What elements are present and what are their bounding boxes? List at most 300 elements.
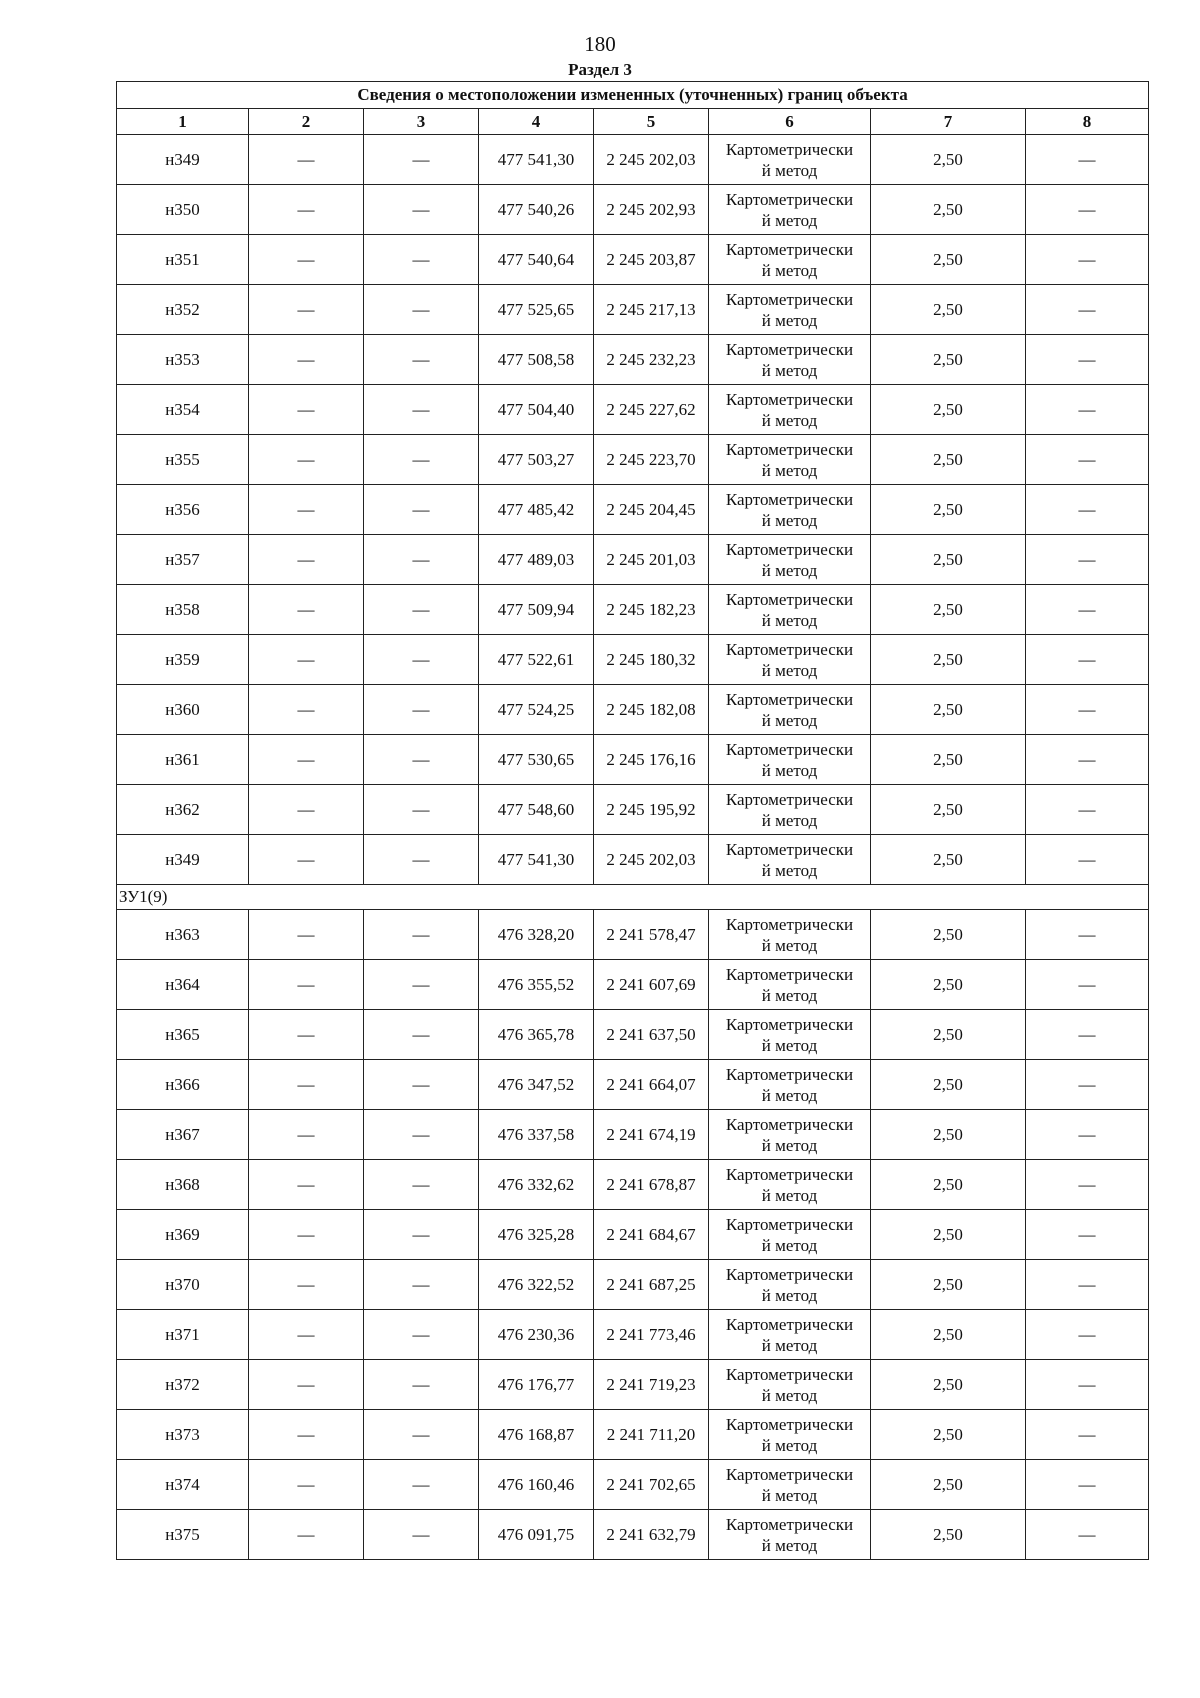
method-line-2: й метод [761,710,818,730]
column-3-cell: — [364,1110,479,1160]
accuracy-cell: 2,50 [871,535,1026,585]
method-line-1: Картометрически [725,239,854,259]
table-row [117,1110,1149,1160]
x-coordinate-cell: 476 325,28 [479,1210,594,1260]
table-row [117,685,1149,735]
method-line-1: Картометрически [725,339,854,359]
y-coordinate-cell: 2 241 711,20 [594,1410,709,1460]
column-3-cell: — [364,435,479,485]
column-8-cell: — [1026,835,1149,885]
column-3-cell: — [364,285,479,335]
point-cell: н371 [117,1310,249,1360]
point-cell: н368 [117,1160,249,1210]
x-coordinate-cell: 476 176,77 [479,1360,594,1410]
x-coordinate-cell: 476 347,52 [479,1060,594,1110]
y-coordinate-cell: 2 245 182,08 [594,685,709,735]
column-number: 3 [364,109,479,135]
y-coordinate-cell: 2 245 204,45 [594,485,709,535]
coordinates-table [116,81,1149,1560]
column-3-cell: — [364,685,479,735]
accuracy-cell: 2,50 [871,435,1026,485]
column-number: 4 [479,109,594,135]
y-coordinate-cell: 2 245 217,13 [594,285,709,335]
table-row [117,535,1149,585]
point-cell: н361 [117,735,249,785]
accuracy-cell: 2,50 [871,135,1026,185]
column-2-cell: — [249,435,364,485]
x-coordinate-cell: 476 328,20 [479,910,594,960]
column-2-cell: — [249,135,364,185]
point-cell: н365 [117,1010,249,1060]
column-8-cell: — [1026,1210,1149,1260]
table-row [117,1060,1149,1110]
accuracy-cell: 2,50 [871,1060,1026,1110]
method-cell [709,1360,871,1410]
column-number: 2 [249,109,364,135]
x-coordinate-cell: 477 524,25 [479,685,594,735]
method-line-1: Картометрически [725,1264,854,1284]
x-coordinate-cell: 476 332,62 [479,1160,594,1210]
table-row [117,1310,1149,1360]
column-3-cell: — [364,1260,479,1310]
y-coordinate-cell: 2 245 195,92 [594,785,709,835]
column-2-cell: — [249,785,364,835]
column-3-cell: — [364,1060,479,1110]
point-cell: н372 [117,1360,249,1410]
column-2-cell: — [249,185,364,235]
point-cell: н358 [117,585,249,635]
method-line-1: Картометрически [725,1464,854,1484]
method-line-2: й метод [761,1285,818,1305]
table-row [117,735,1149,785]
column-8-cell: — [1026,1460,1149,1510]
method-line-2: й метод [761,1535,818,1555]
method-line-2: й метод [761,935,818,955]
column-3-cell: — [364,910,479,960]
method-line-2: й метод [761,410,818,430]
accuracy-cell: 2,50 [871,635,1026,685]
column-8-cell: — [1026,1410,1149,1460]
table-row [117,910,1149,960]
x-coordinate-cell: 477 489,03 [479,535,594,585]
accuracy-cell: 2,50 [871,185,1026,235]
y-coordinate-cell: 2 245 232,23 [594,335,709,385]
table-row [117,235,1149,285]
table-row [117,485,1149,535]
column-8-cell: — [1026,235,1149,285]
x-coordinate-cell: 477 509,94 [479,585,594,635]
column-2-cell: — [249,585,364,635]
point-cell: н370 [117,1260,249,1310]
method-line-2: й метод [761,760,818,780]
point-cell: н353 [117,335,249,385]
method-cell [709,235,871,285]
column-8-cell: — [1026,910,1149,960]
column-2-cell: — [249,535,364,585]
point-cell: н364 [117,960,249,1010]
table-row [117,835,1149,885]
x-coordinate-cell: 476 355,52 [479,960,594,1010]
method-line-1: Картометрически [725,389,854,409]
point-cell: н366 [117,1060,249,1110]
accuracy-cell: 2,50 [871,835,1026,885]
method-line-1: Картометрически [725,1214,854,1234]
column-3-cell: — [364,785,479,835]
table-row [117,185,1149,235]
point-cell: н354 [117,385,249,435]
accuracy-cell: 2,50 [871,685,1026,735]
point-cell: н351 [117,235,249,285]
y-coordinate-cell: 2 241 674,19 [594,1110,709,1160]
column-8-cell: — [1026,585,1149,635]
column-2-cell: — [249,1260,364,1310]
method-line-1: Картометрически [725,1364,854,1384]
column-2-cell: — [249,735,364,785]
x-coordinate-cell: 476 091,75 [479,1510,594,1560]
method-line-2: й метод [761,360,818,380]
column-2-cell: — [249,1360,364,1410]
x-coordinate-cell: 477 548,60 [479,785,594,835]
method-cell [709,1410,871,1460]
column-3-cell: — [364,1010,479,1060]
y-coordinate-cell: 2 245 201,03 [594,535,709,585]
table-row [117,385,1149,435]
column-3-cell: — [364,1510,479,1560]
column-3-cell: — [364,1360,479,1410]
column-2-cell: — [249,1410,364,1460]
method-line-2: й метод [761,1185,818,1205]
method-cell [709,535,871,585]
x-coordinate-cell: 477 522,61 [479,635,594,685]
accuracy-cell: 2,50 [871,335,1026,385]
method-line-1: Картометрически [725,789,854,809]
x-coordinate-cell: 477 540,26 [479,185,594,235]
column-3-cell: — [364,585,479,635]
point-cell: н357 [117,535,249,585]
method-cell [709,285,871,335]
method-line-1: Картометрически [725,739,854,759]
point-cell: н369 [117,1210,249,1260]
x-coordinate-cell: 477 530,65 [479,735,594,785]
table-row [117,960,1149,1010]
method-line-1: Картометрически [725,839,854,859]
method-line-1: Картометрически [725,639,854,659]
table-row [117,435,1149,485]
y-coordinate-cell: 2 241 578,47 [594,910,709,960]
accuracy-cell: 2,50 [871,960,1026,1010]
x-coordinate-cell: 476 322,52 [479,1260,594,1310]
column-number: 7 [871,109,1026,135]
method-line-1: Картометрически [725,589,854,609]
y-coordinate-cell: 2 245 203,87 [594,235,709,285]
y-coordinate-cell: 2 241 678,87 [594,1160,709,1210]
method-line-1: Картометрически [725,914,854,934]
method-line-1: Картометрически [725,289,854,309]
column-3-cell: — [364,960,479,1010]
x-coordinate-cell: 477 541,30 [479,835,594,885]
column-number: 6 [709,109,871,135]
y-coordinate-cell: 2 241 632,79 [594,1510,709,1560]
method-line-2: й метод [761,1235,818,1255]
method-line-1: Картометрически [725,1414,854,1434]
column-2-cell: — [249,1110,364,1160]
page-number: 180 [584,32,616,56]
accuracy-cell: 2,50 [871,1460,1026,1510]
column-number: 1 [117,109,249,135]
section-title: Раздел 3 [568,60,632,79]
column-8-cell: — [1026,635,1149,685]
method-line-2: й метод [761,310,818,330]
method-line-2: й метод [761,510,818,530]
column-3-cell: — [364,385,479,435]
method-line-2: й метод [761,985,818,1005]
y-coordinate-cell: 2 245 202,03 [594,835,709,885]
column-3-cell: — [364,135,479,185]
column-8-cell: — [1026,1110,1149,1160]
column-3-cell: — [364,535,479,585]
accuracy-cell: 2,50 [871,585,1026,635]
accuracy-cell: 2,50 [871,735,1026,785]
method-cell [709,1160,871,1210]
point-cell: н359 [117,635,249,685]
column-3-cell: — [364,1460,479,1510]
column-3-cell: — [364,1160,479,1210]
method-cell [709,585,871,635]
method-line-2: й метод [761,260,818,280]
column-8-cell: — [1026,785,1149,835]
point-cell: н355 [117,435,249,485]
method-line-1: Картометрически [725,1064,854,1084]
column-2-cell: — [249,1060,364,1110]
column-3-cell: — [364,1410,479,1460]
method-line-1: Картометрически [725,489,854,509]
method-line-1: Картометрически [725,139,854,159]
method-line-2: й метод [761,1485,818,1505]
column-8-cell: — [1026,535,1149,585]
x-coordinate-cell: 476 160,46 [479,1460,594,1510]
point-cell: н363 [117,910,249,960]
column-8-cell: — [1026,385,1149,435]
column-3-cell: — [364,485,479,535]
method-line-1: Картометрически [725,1014,854,1034]
table-row [117,1010,1149,1060]
y-coordinate-cell: 2 245 180,32 [594,635,709,685]
column-3-cell: — [364,835,479,885]
column-2-cell: — [249,335,364,385]
table-caption: Сведения о местоположении измененных (уточненных) границ объекта [117,82,1149,109]
column-numbers-row [117,109,1149,135]
accuracy-cell: 2,50 [871,1410,1026,1460]
x-coordinate-cell: 477 540,64 [479,235,594,285]
point-cell: н349 [117,835,249,885]
y-coordinate-cell: 2 241 664,07 [594,1060,709,1110]
column-8-cell: — [1026,960,1149,1010]
table-row [117,1210,1149,1260]
y-coordinate-cell: 2 245 227,62 [594,385,709,435]
method-line-1: Картометрически [725,189,854,209]
column-8-cell: — [1026,135,1149,185]
method-cell [709,1260,871,1310]
method-cell [709,785,871,835]
point-cell: н350 [117,185,249,235]
accuracy-cell: 2,50 [871,1110,1026,1160]
column-8-cell: — [1026,1360,1149,1410]
column-2-cell: — [249,685,364,735]
column-8-cell: — [1026,1010,1149,1060]
method-cell [709,335,871,385]
method-cell [709,385,871,435]
y-coordinate-cell: 2 241 773,46 [594,1310,709,1360]
method-cell [709,635,871,685]
method-line-2: й метод [761,810,818,830]
table-row [117,1510,1149,1560]
y-coordinate-cell: 2 245 202,03 [594,135,709,185]
x-coordinate-cell: 476 230,36 [479,1310,594,1360]
method-cell [709,960,871,1010]
method-cell [709,185,871,235]
x-coordinate-cell: 477 508,58 [479,335,594,385]
y-coordinate-cell: 2 241 607,69 [594,960,709,1010]
x-coordinate-cell: 477 504,40 [479,385,594,435]
column-2-cell: — [249,385,364,435]
x-coordinate-cell: 477 541,30 [479,135,594,185]
method-cell [709,1110,871,1160]
method-cell [709,835,871,885]
method-line-2: й метод [761,1435,818,1455]
method-cell [709,735,871,785]
method-cell [709,1010,871,1060]
table-caption-row [117,82,1149,109]
method-line-2: й метод [761,1085,818,1105]
method-cell [709,1310,871,1360]
column-2-cell: — [249,1010,364,1060]
point-cell: н352 [117,285,249,335]
column-2-cell: — [249,1310,364,1360]
accuracy-cell: 2,50 [871,1510,1026,1560]
accuracy-cell: 2,50 [871,285,1026,335]
point-cell: н375 [117,1510,249,1560]
column-2-cell: — [249,235,364,285]
column-2-cell: — [249,1210,364,1260]
y-coordinate-cell: 2 241 719,23 [594,1360,709,1410]
table-row [117,635,1149,685]
method-cell [709,1210,871,1260]
column-2-cell: — [249,835,364,885]
method-cell [709,1460,871,1510]
group-label-row [117,885,1149,910]
column-3-cell: — [364,1210,479,1260]
method-line-1: Картометрически [725,1314,854,1334]
column-8-cell: — [1026,1310,1149,1360]
column-8-cell: — [1026,435,1149,485]
method-cell [709,1060,871,1110]
y-coordinate-cell: 2 241 702,65 [594,1460,709,1510]
point-cell: н349 [117,135,249,185]
method-line-1: Картометрически [725,1514,854,1534]
accuracy-cell: 2,50 [871,1310,1026,1360]
y-coordinate-cell: 2 245 182,23 [594,585,709,635]
method-line-2: й метод [761,1035,818,1055]
point-cell: н362 [117,785,249,835]
column-3-cell: — [364,635,479,685]
method-cell [709,135,871,185]
method-line-2: й метод [761,160,818,180]
point-cell: н374 [117,1460,249,1510]
point-cell: н356 [117,485,249,535]
column-number: 5 [594,109,709,135]
accuracy-cell: 2,50 [871,1260,1026,1310]
accuracy-cell: 2,50 [871,485,1026,535]
table-row [117,1360,1149,1410]
table-row [117,335,1149,385]
column-8-cell: — [1026,285,1149,335]
column-2-cell: — [249,960,364,1010]
method-line-2: й метод [761,660,818,680]
table-row [117,585,1149,635]
method-cell [709,435,871,485]
column-8-cell: — [1026,1060,1149,1110]
column-2-cell: — [249,285,364,335]
method-line-2: й метод [761,860,818,880]
column-8-cell: — [1026,485,1149,535]
column-8-cell: — [1026,335,1149,385]
column-8-cell: — [1026,1510,1149,1560]
accuracy-cell: 2,50 [871,785,1026,835]
x-coordinate-cell: 477 525,65 [479,285,594,335]
column-8-cell: — [1026,185,1149,235]
column-8-cell: — [1026,1160,1149,1210]
method-line-2: й метод [761,1335,818,1355]
column-3-cell: — [364,1310,479,1360]
method-line-2: й метод [761,610,818,630]
table-row [117,1160,1149,1210]
column-2-cell: — [249,485,364,535]
method-line-1: Картометрически [725,964,854,984]
accuracy-cell: 2,50 [871,385,1026,435]
column-3-cell: — [364,185,479,235]
method-line-1: Картометрически [725,439,854,459]
column-3-cell: — [364,235,479,285]
point-cell: н367 [117,1110,249,1160]
column-2-cell: — [249,910,364,960]
table-row [117,285,1149,335]
column-2-cell: — [249,1460,364,1510]
y-coordinate-cell: 2 241 684,67 [594,1210,709,1260]
y-coordinate-cell: 2 245 176,16 [594,735,709,785]
method-line-2: й метод [761,460,818,480]
column-8-cell: — [1026,1260,1149,1310]
column-2-cell: — [249,635,364,685]
method-line-2: й метод [761,210,818,230]
x-coordinate-cell: 477 485,42 [479,485,594,535]
method-cell [709,485,871,535]
table-row [117,1460,1149,1510]
method-line-2: й метод [761,560,818,580]
column-8-cell: — [1026,685,1149,735]
method-line-1: Картометрически [725,1164,854,1184]
y-coordinate-cell: 2 241 637,50 [594,1010,709,1060]
method-line-2: й метод [761,1385,818,1405]
column-3-cell: — [364,735,479,785]
accuracy-cell: 2,50 [871,910,1026,960]
method-line-1: Картометрически [725,689,854,709]
accuracy-cell: 2,50 [871,1360,1026,1410]
table-row [117,135,1149,185]
x-coordinate-cell: 477 503,27 [479,435,594,485]
method-cell [709,910,871,960]
table-row [117,785,1149,835]
method-cell [709,685,871,735]
